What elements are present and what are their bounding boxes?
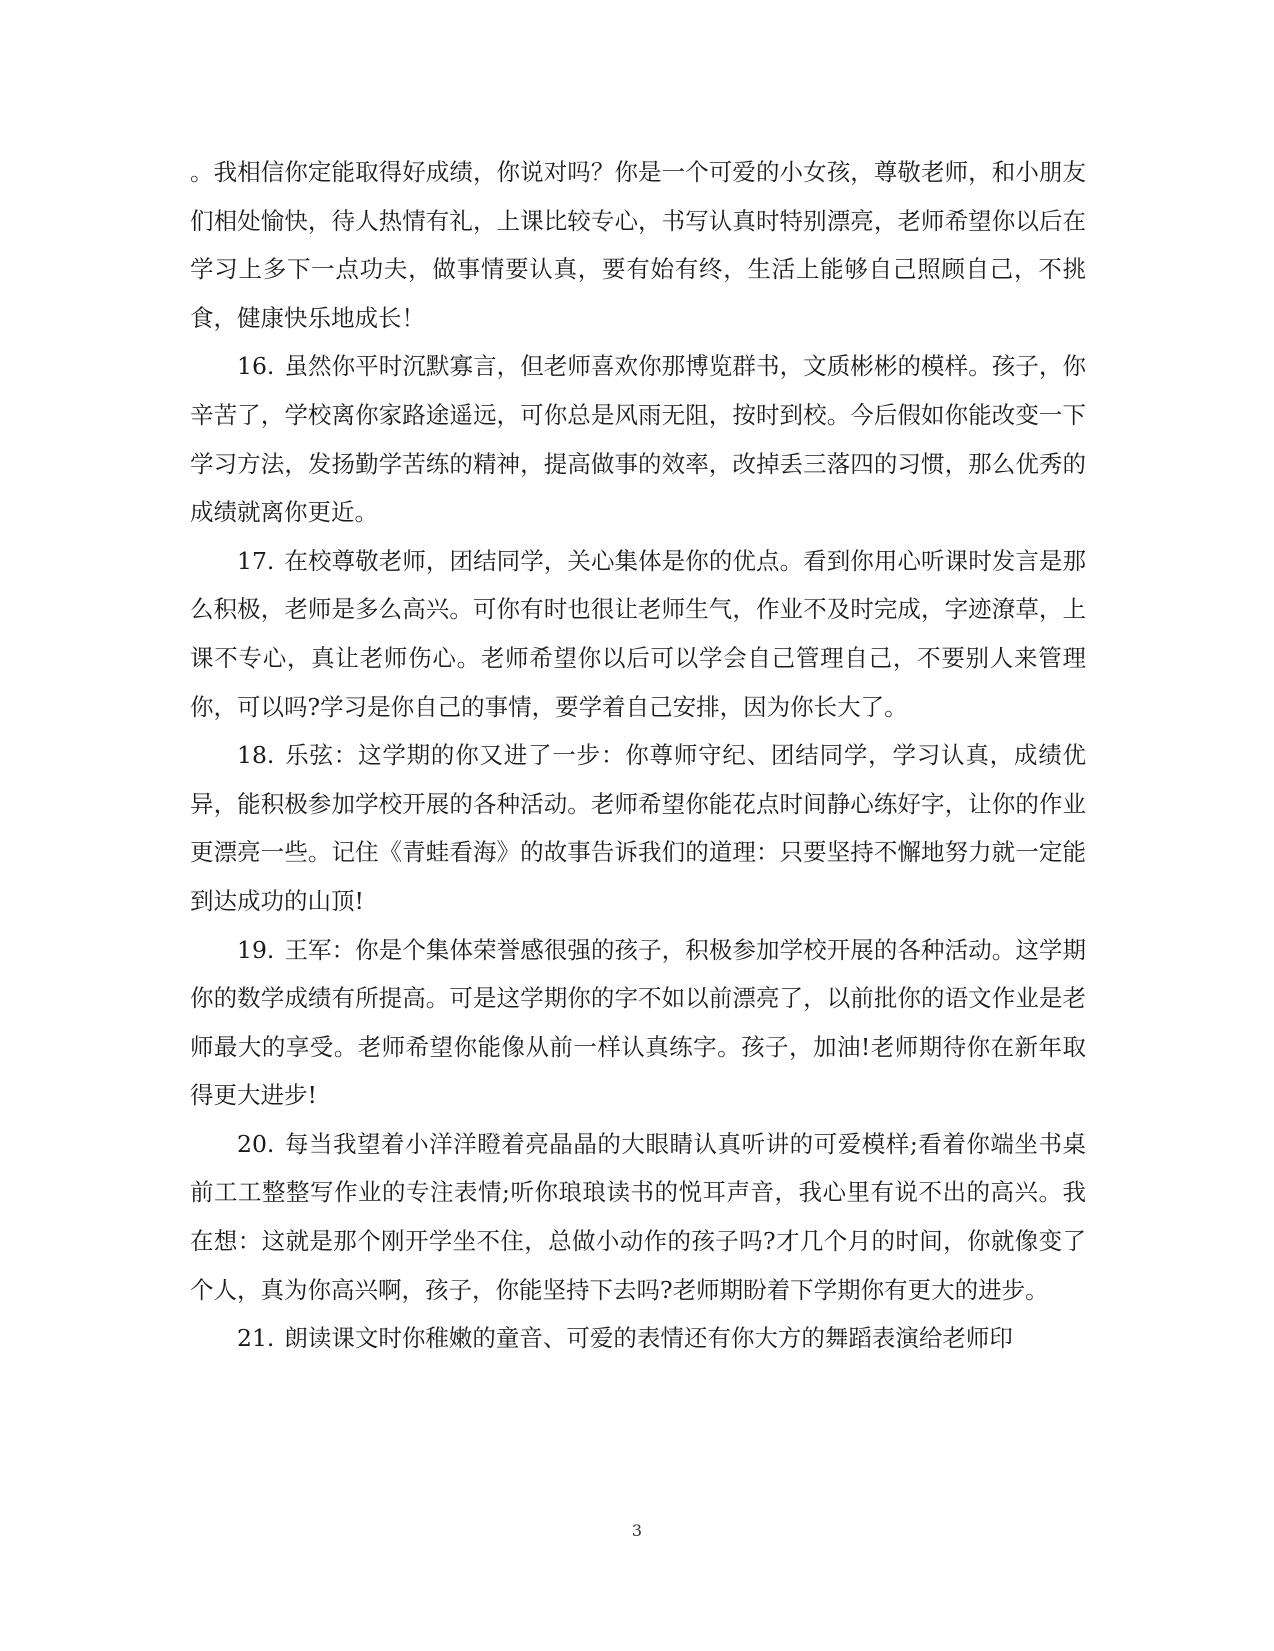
document-body xyxy=(190,148,1086,1363)
paragraph-18 xyxy=(190,731,1086,925)
paragraph-text: 在校尊敬老师，团结同学，关心集体是你的优点。看到你用心听课时发言是那么积极，老师是多么高兴。可你有时也很让老师生气，作业不及时完成，字迹潦草，上课不专心，真让老师伤心。老师希望你以后可以学会自己管理自己，不要别人来管理你，可以吗?学习是你自己的事情，要学着自己安排，因为你长大了。 xyxy=(190,546,1086,721)
paragraph-text: 王军：你是个集体荣誉感很强的孩子，积极参加学校开展的各种活动。这学期你的数学成绩有所提高。可是这学期你的字不如以前漂亮了，以前批你的语文作业是老师最大的享受。老师希望你能像从前一样认真练字。孩子，加油!老师期待你在新年取得更大进步! xyxy=(190,935,1086,1110)
paragraph-continuation xyxy=(190,148,1086,342)
paragraph-number: 21. xyxy=(237,1324,275,1353)
paragraph-21 xyxy=(190,1314,1086,1363)
paragraph-16 xyxy=(190,342,1086,536)
paragraph-text: 。我相信你定能取得好成绩，你说对吗？你是一个可爱的小女孩，尊敬老师，和小朋友们相处愉快，待人热情有礼，上课比较专心，书写认真时特别漂亮，老师希望你以后在学习上多下一点功夫，做事情要认真，要有始有终，生活上能够自己照顾自己，不挑食，健康快乐地成长！ xyxy=(190,158,1086,332)
paragraph-text: 乐弦：这学期的你又进了一步：你尊师守纪、团结同学，学习认真，成绩优异，能积极参加学校开展的各种活动。老师希望你能花点时间静心练好字，让你的作业更漂亮一些。记住《青蛙看海》的故事告诉我们的道理：只要坚持不懈地努力就一定能到达成功的山顶! xyxy=(190,741,1086,915)
paragraph-number: 16. xyxy=(237,352,275,381)
paragraph-number: 18. xyxy=(237,741,275,770)
paragraph-20 xyxy=(190,1120,1086,1314)
paragraph-text: 虽然你平时沉默寡言，但老师喜欢你那博览群书，文质彬彬的模样。孩子，你辛苦了，学校离你家路途遥远，可你总是风雨无阻，按时到校。今后假如你能改变一下学习方法，发扬勤学苦练的精神，提高做事的效率，改掉丢三落四的习惯，那么优秀的成绩就离你更近。 xyxy=(190,352,1086,527)
page-number: 3 xyxy=(631,1521,643,1540)
paragraph-17 xyxy=(190,537,1086,731)
paragraph-19 xyxy=(190,926,1086,1120)
paragraph-text: 朗读课文时你稚嫩的童音、可爱的表情还有你大方的舞蹈表演给老师印 xyxy=(284,1324,1013,1353)
paragraph-number: 17. xyxy=(237,546,275,575)
paragraph-number: 20. xyxy=(237,1129,275,1158)
paragraph-text: 每当我望着小洋洋瞪着亮晶晶的大眼睛认真听讲的可爱模样;看着你端坐书桌前工工整整写作业的专注表情;听你琅琅读书的悦耳声音，我心里有说不出的高兴。我在想：这就是那个刚开学坐不住，总做小动作的孩子吗?才几个月的时间，你就像变了个人，真为你高兴啊，孩子，你能坚持下去吗?老师期盼着下学期你有更大的进步。 xyxy=(190,1129,1086,1304)
paragraph-number: 19. xyxy=(237,935,275,964)
